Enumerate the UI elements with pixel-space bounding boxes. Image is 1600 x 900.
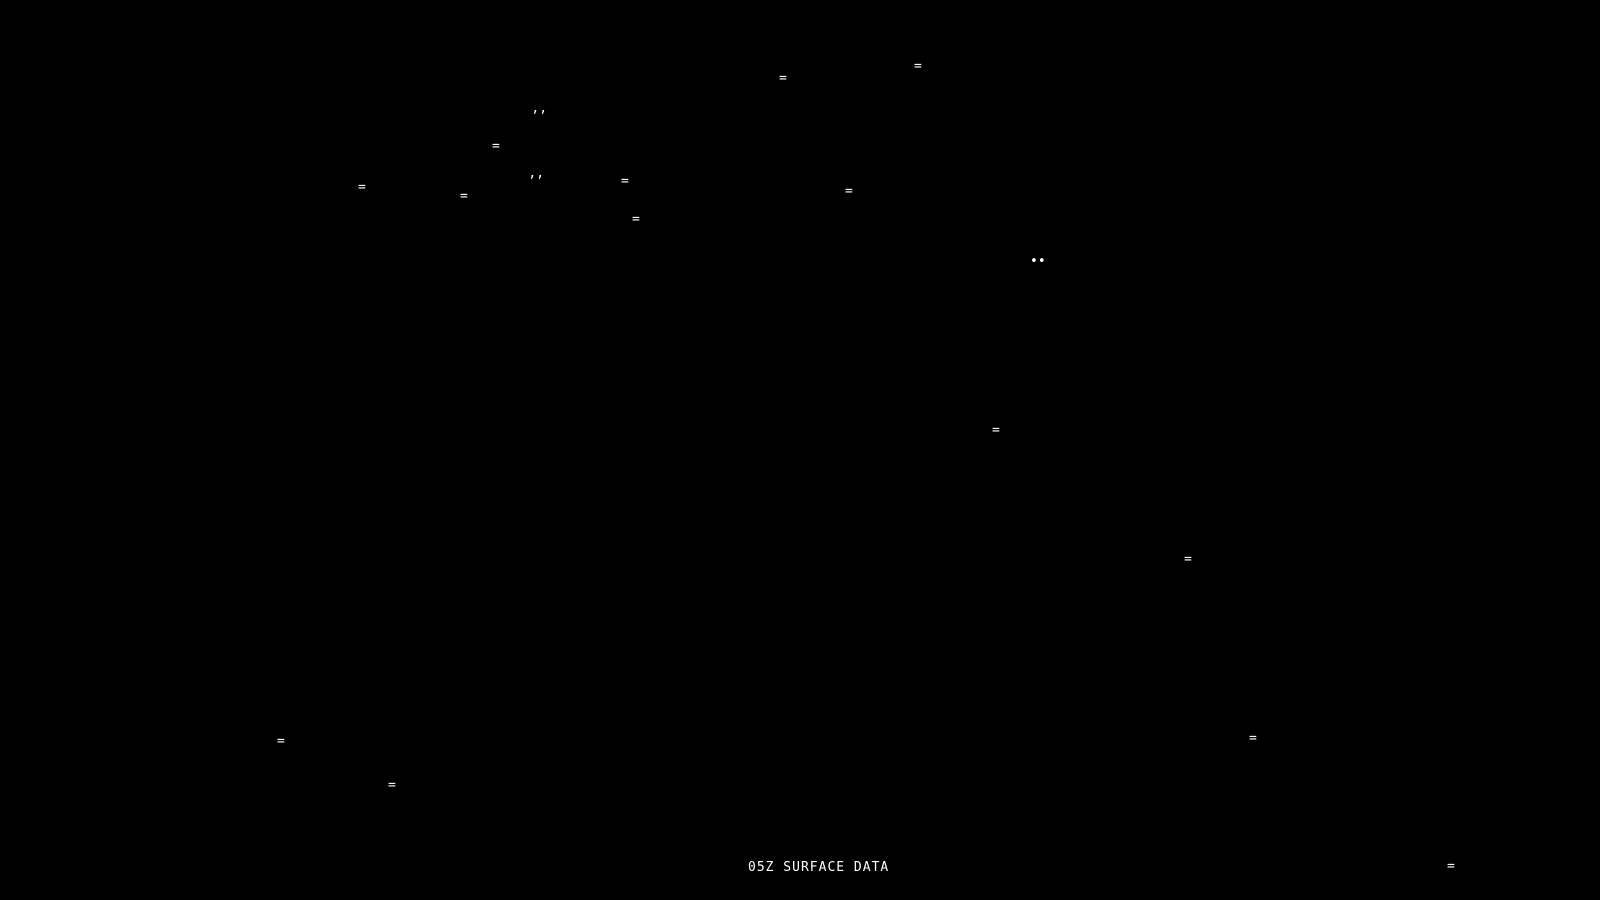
station-plot-2: = bbox=[779, 71, 787, 86]
station-plot-17: = bbox=[1447, 859, 1455, 874]
station-plot-11: •• bbox=[1030, 254, 1046, 269]
station-plot-15: = bbox=[277, 734, 285, 749]
station-plot-4: = bbox=[492, 139, 500, 154]
station-plot-3: ’’ bbox=[531, 109, 547, 124]
station-plot-7: = bbox=[358, 180, 366, 195]
station-plot-6: ’’ bbox=[528, 174, 544, 189]
station-plot-5: = bbox=[621, 174, 629, 189]
station-plot-8: = bbox=[845, 184, 853, 199]
station-plot-16: = bbox=[388, 778, 396, 793]
map-caption: 05Z SURFACE DATA bbox=[748, 860, 890, 875]
station-plot-14: = bbox=[1249, 731, 1257, 746]
station-plot-12: = bbox=[992, 423, 1000, 438]
station-plot-13: = bbox=[1184, 552, 1192, 567]
station-plot-1: = bbox=[914, 59, 922, 74]
station-plot-9: = bbox=[460, 189, 468, 204]
station-plot-10: = bbox=[632, 212, 640, 227]
